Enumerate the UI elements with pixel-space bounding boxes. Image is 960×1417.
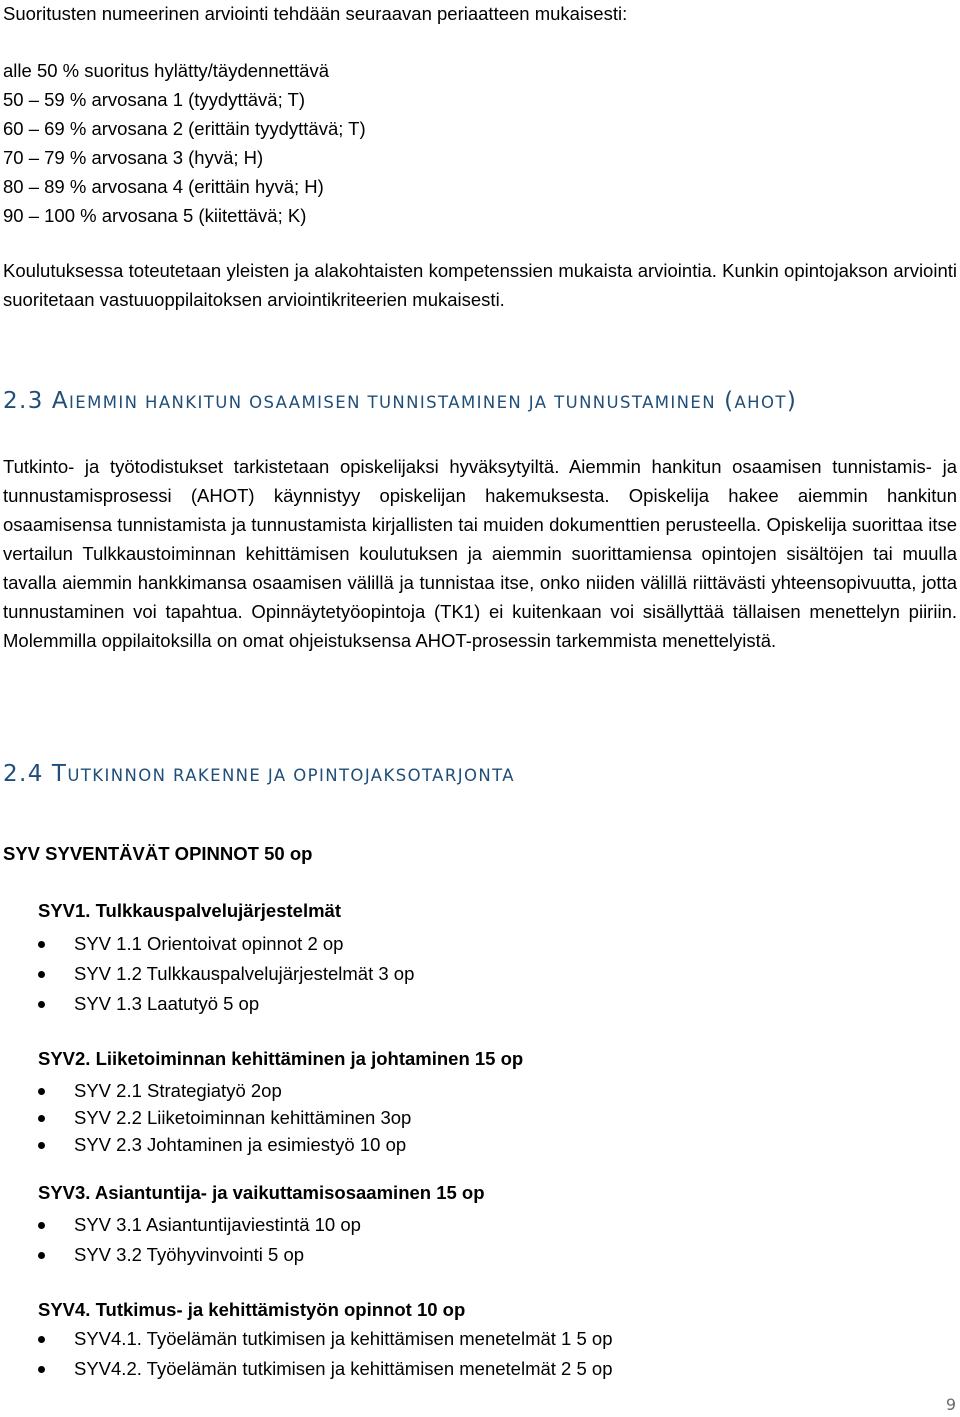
list-item	[38, 1240, 361, 1270]
module-course-list	[38, 929, 414, 1019]
course-name: SYV 1.1 Orientoivat opinnot 2 op	[74, 933, 344, 954]
section-number: 2.4	[3, 761, 44, 787]
list-item	[38, 1354, 613, 1384]
section-heading-2-3	[3, 388, 797, 414]
bullet-icon	[38, 1222, 45, 1229]
bullet-icon	[38, 1115, 45, 1122]
grade-line: 80 – 89 % arvosana 4 (erittäin hyvä; H)	[3, 176, 324, 197]
bullet-icon	[38, 1142, 45, 1149]
bullet-icon	[38, 1336, 45, 1343]
grade-line: 60 – 69 % arvosana 2 (erittäin tyydyttävä; T)	[3, 118, 366, 139]
grade-line: 50 – 59 % arvosana 1 (tyydyttävä; T)	[3, 89, 305, 110]
course-name: SYV4.1. Työelämän tutkimisen ja kehittämisen menetelmät 1 5 op	[74, 1328, 613, 1349]
grade-line: alle 50 % suoritus hylätty/täydennettävä	[3, 60, 329, 81]
grade-line: 90 – 100 % arvosana 5 (kiitettävä; K)	[3, 205, 307, 226]
heading-initial: A	[51, 388, 69, 414]
grade-line: 70 – 79 % arvosana 3 (hyvä; H)	[3, 147, 264, 168]
module-course-list	[38, 1077, 411, 1158]
course-name: SYV 3.2 Työhyvinvointi 5 op	[74, 1244, 305, 1265]
module-title: SYV3. Asiantuntija- ja vaikuttamisosaaminen 15 op	[38, 1182, 485, 1203]
bullet-icon	[38, 971, 45, 978]
section-heading-2-4	[3, 761, 515, 787]
course-name: SYV 1.3 Laatutyö 5 op	[74, 993, 260, 1014]
list-item	[38, 989, 414, 1019]
module-title: SYV4. Tutkimus- ja kehittämistyön opinnot 10 op	[38, 1299, 466, 1320]
bullet-icon	[38, 1252, 45, 1259]
competence-paragraph: Koulutuksessa toteutetaan yleisten ja alakohtaisten kompetenssien mukaista arviointia. Kunkin opintojakson arviointi suoritetaan vastuuoppilaitoksen arviointikriteerien mukaisesti.	[3, 260, 957, 310]
bullet-icon	[38, 1001, 45, 1008]
list-item	[38, 1131, 411, 1158]
course-name: SYV 2.1 Strategiatyö 2op	[74, 1080, 282, 1101]
module-title: SYV2. Liiketoiminnan kehittäminen ja johtaminen 15 op	[38, 1048, 524, 1069]
list-item	[38, 1324, 613, 1354]
course-name: SYV 1.2 Tulkkauspalvelujärjestelmät 3 op	[74, 963, 415, 984]
heading-abbreviation: AHOT	[734, 393, 787, 412]
module-course-list	[38, 1324, 613, 1384]
program-title: SYV SYVENTÄVÄT OPINNOT 50 op	[3, 843, 313, 864]
section-number: 2.3	[3, 388, 44, 414]
list-item	[38, 929, 414, 959]
intro-text: Suoritusten numeerinen arviointi tehdään seuraavan periaatteen mukaisesti:	[3, 3, 628, 24]
heading-text: IEMMIN HANKITUN OSAAMISEN TUNNISTAMINEN JA TUNNUSTAMINEN	[69, 393, 716, 412]
module-title: SYV1. Tulkkauspalvelujärjestelmät	[38, 900, 341, 921]
course-name: SYV 2.2 Liiketoiminnan kehittäminen 3op	[74, 1107, 412, 1128]
heading-paren-close: )	[786, 388, 798, 414]
bullet-icon	[38, 1366, 45, 1373]
heading-paren-open: (	[724, 388, 735, 414]
list-item	[38, 959, 414, 989]
ahot-paragraph: Tutkinto- ja työtodistukset tarkistetaan opiskelijaksi hyväksytyiltä. Aiemmin hankitun osaamisen tunnistamis- ja tunnustamisprosessi (AHOT) käynnistyy opiskelijan hakemuksesta. Opiskelija hakee aiemmin hankitun osaamisensa tunnistamista ja tunnustamista kirjallisten tai muiden dokumenttien perusteella. Opiskelija suorittaa itse vertailun Tulkkaustoiminnan kehittämisen koulutuksen ja aiemmin suorittamiensa opintojen sisältöjen tai muulla tavalla aiemmin hankkimansa osaamisen välillä ja tunnistaa itse, onko niiden välillä riittävästi yhteensopivuutta, jotta tunnustaminen voi tapahtua. Opinnäytetyöopintoja (TK1) ei kuitenkaan voi sisällyttää tällaisen menettelyn piiriin. Molemmilla oppilaitoksilla on omat ohjeistuksensa AHOT-prosessin tarkemmista menettelyistä.	[3, 456, 957, 651]
course-name: SYV 3.1 Asiantuntijaviestintä 10 op	[74, 1214, 361, 1235]
module-course-list	[38, 1210, 361, 1270]
course-name: SYV4.2. Työelämän tutkimisen ja kehittämisen menetelmät 2 5 op	[74, 1358, 613, 1379]
bullet-icon	[38, 941, 45, 948]
list-item	[38, 1104, 411, 1131]
bullet-icon	[38, 1088, 45, 1095]
list-item	[38, 1077, 411, 1104]
course-name: SYV 2.3 Johtaminen ja esimiestyö 10 op	[74, 1134, 407, 1155]
heading-initial: T	[51, 761, 68, 787]
page-number: 9	[945, 1395, 956, 1414]
heading-text: UTKINNON RAKENNE JA OPINTOJAKSOTARJONTA	[67, 766, 515, 785]
list-item	[38, 1210, 361, 1240]
